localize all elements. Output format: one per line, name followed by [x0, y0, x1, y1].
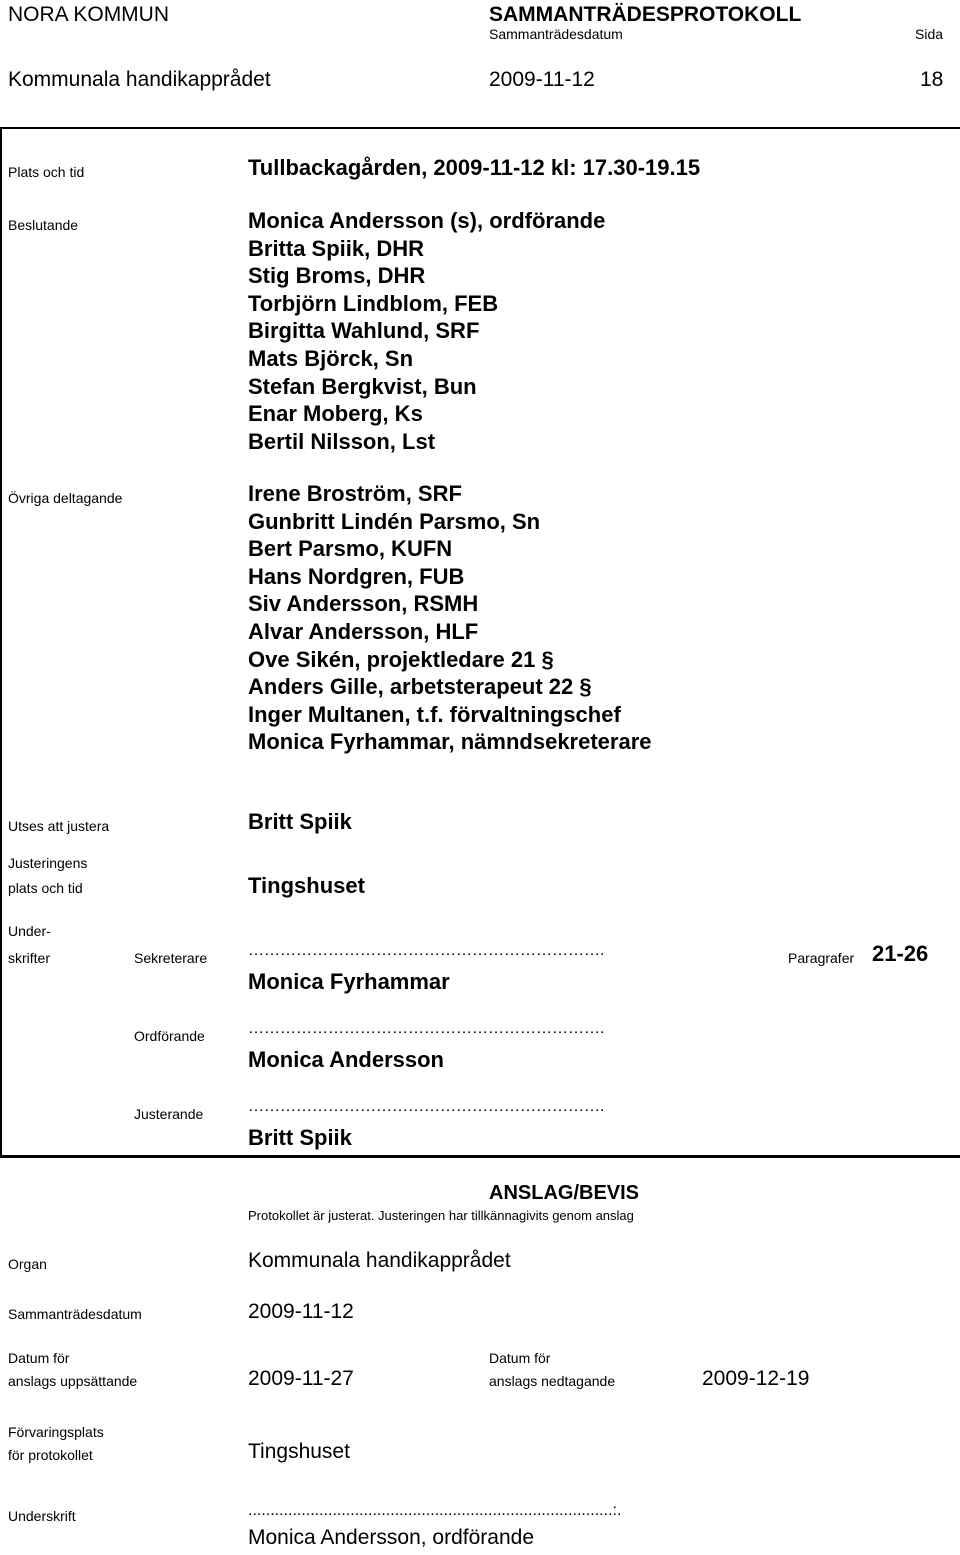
- decisive-member: Birgitta Wahlund, SRF: [248, 318, 480, 344]
- organization-name: NORA KOMMUN: [8, 3, 170, 26]
- signature-name: Monica Andersson, ordförande: [248, 1526, 535, 1549]
- adjuster-name: Britt Spiik: [248, 1125, 352, 1150]
- adjuster-label: Justerande: [134, 1106, 204, 1122]
- organ-value: Kommunala handikapprådet: [248, 1249, 511, 1272]
- top-divider: [0, 127, 960, 129]
- organ-label: Organ: [8, 1256, 47, 1272]
- notice-date-label: Sammanträdesdatum: [8, 1306, 142, 1322]
- storage-value: Tingshuset: [248, 1440, 350, 1463]
- signature-label: Underskrift: [8, 1508, 76, 1524]
- left-border: [0, 127, 2, 1157]
- body-name: Kommunala handikapprådet: [8, 68, 271, 91]
- other-participant: Gunbritt Lindén Parsmo, Sn: [248, 508, 541, 534]
- decisive-member: Britta Spiik, DHR: [248, 235, 425, 261]
- place-value: Tullbackagården, 2009-11-12 kl: 17.30-19.15: [248, 155, 701, 180]
- notice-title: ANSLAG/BEVIS: [489, 1182, 640, 1204]
- signature-line: ..................................................................................:.: [248, 1502, 622, 1519]
- adjuster-assigned-label: Utses att justera: [8, 818, 110, 834]
- paragraphs-value: 21-26: [872, 941, 929, 966]
- paragraphs-label: Paragrafer: [788, 950, 855, 966]
- posted-label-2: anslags uppsättande: [8, 1373, 138, 1389]
- other-participant: Bert Parsmo, KUFN: [248, 536, 453, 562]
- removed-label-1: Datum för: [489, 1350, 551, 1366]
- decisive-member: Stig Broms, DHR: [248, 263, 426, 289]
- removed-label-2: anslags nedtagande: [489, 1373, 616, 1389]
- decisive-member: Stefan Bergkvist, Bun: [248, 373, 477, 399]
- page-number: 18: [920, 68, 944, 91]
- meeting-date: 2009-11-12: [489, 68, 595, 91]
- other-participant: Inger Multanen, t.f. förvaltningschef: [248, 701, 621, 727]
- notice-subtitle: Protokollet är justerat. Justeringen har tillkännagivits genom anslag: [248, 1208, 634, 1223]
- other-participant: Monica Fyrhammar, nämndsekreterare: [248, 729, 652, 755]
- storage-label-2: för protokollet: [8, 1447, 93, 1463]
- decisive-member: Monica Andersson (s), ordförande: [248, 208, 606, 233]
- decisive-list: [248, 207, 605, 455]
- secretary-name: Monica Fyrhammar: [248, 969, 450, 994]
- secretary-label: Sekreterare: [134, 950, 208, 966]
- other-participant: Ove Sikén, projektledare 21 §: [248, 646, 554, 672]
- other-participant: Alvar Andersson, HLF: [248, 618, 479, 644]
- signatures-label-2: skrifter: [8, 950, 50, 966]
- others-list: [248, 480, 652, 756]
- removed-date: 2009-12-19: [702, 1367, 810, 1390]
- adjuster-assigned-value: Britt Spiik: [248, 809, 352, 834]
- notice-divider: [0, 1155, 960, 1158]
- page-label: Sida: [915, 26, 944, 42]
- posted-label-1: Datum för: [8, 1350, 70, 1366]
- signatures-label-1: Under-: [8, 923, 51, 939]
- storage-label-1: Förvaringsplats: [8, 1424, 104, 1440]
- chair-label: Ordförande: [134, 1028, 205, 1044]
- others-label: Övriga deltagande: [8, 490, 123, 506]
- adjust-place-label-2: plats och tid: [8, 880, 83, 896]
- adjust-place-label-1: Justeringens: [8, 855, 88, 871]
- decisive-member: Mats Björck, Sn: [248, 345, 414, 371]
- place-label: Plats och tid: [8, 164, 85, 180]
- meeting-date-label: Sammanträdesdatum: [489, 26, 623, 42]
- secretary-signature-line: ………………………………………………………….: [248, 942, 605, 959]
- adjust-place-value: Tingshuset: [248, 873, 365, 898]
- notice-date-value: 2009-11-12: [248, 1300, 354, 1323]
- other-participant: Hans Nordgren, FUB: [248, 563, 465, 589]
- decisive-member: Enar Moberg, Ks: [248, 401, 423, 427]
- chair-name: Monica Andersson: [248, 1047, 444, 1072]
- decisive-member: Torbjörn Lindblom, FEB: [248, 290, 499, 316]
- document-title: SAMMANTRÄDESPROTOKOLL: [489, 3, 802, 26]
- other-participant: Anders Gille, arbetsterapeut 22 §: [248, 674, 592, 700]
- posted-date: 2009-11-27: [248, 1367, 354, 1390]
- other-participant: Irene Broström, SRF: [248, 481, 462, 506]
- adjuster-signature-line: ………………………………………………………….: [248, 1098, 605, 1115]
- other-participant: Siv Andersson, RSMH: [248, 591, 479, 617]
- chair-signature-line: ………………………………………………………….: [248, 1020, 605, 1037]
- decisive-member: Bertil Nilsson, Lst: [248, 428, 436, 454]
- decisive-label: Beslutande: [8, 217, 79, 233]
